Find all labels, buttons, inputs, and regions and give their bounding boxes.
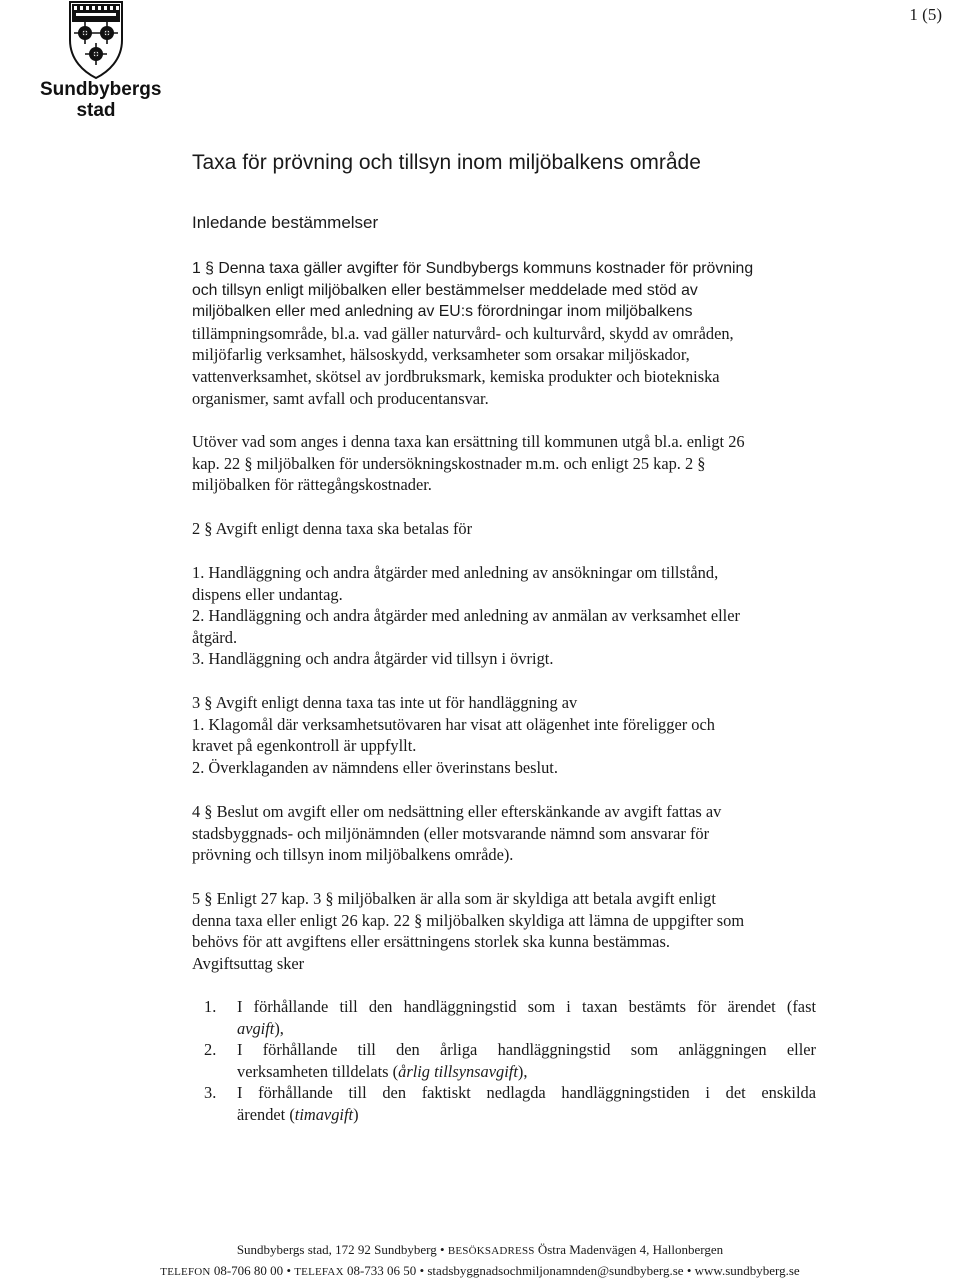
list-item-prefix: ärendet ( [237,1104,295,1124]
paragraph-2-line: 3. Handläggning och andra åtgärder vid tillsyn i övrigt. [192,649,554,669]
footer-bullet: • [419,1263,425,1278]
footer-phone-label: TELEFON [160,1266,211,1278]
paragraph-3-line: 3 § Avgift enligt denna taxa tas inte ut för handläggning av [192,693,578,712]
footer-line-2 [0,1261,960,1282]
list-item [192,1039,832,1083]
paragraph-5-line: Avgiftsuttag sker [192,953,305,973]
paragraph-2-list [192,562,832,670]
footer-visit-label: BESÖKSADRESS [447,1245,535,1257]
footer-website-link[interactable]: www.sundbyberg.se [694,1263,800,1278]
logo-name-line2: stad [76,100,116,121]
paragraph-1-line: 1 § Denna taxa gäller avgifter för Sundbybergs kommuns kostnader för prövning [192,260,754,277]
paragraph-2-heading: 2 § Avgift enligt denna taxa ska betalas för [192,519,473,538]
document-title: Taxa för prövning och tillsyn inom miljöbalkens område [192,151,701,174]
paragraph-2-line: 1. Handläggning och andra åtgärder med anledning av ansökningar om tillstånd, [192,563,719,582]
footer-line-1 [0,1240,960,1261]
list-item-line1: I förhållande till den årliga handläggningstid som anläggningen eller [237,1040,816,1059]
section-heading: Inledande bestämmelser [192,213,379,232]
paragraph-5-line: denna taxa eller enligt 26 kap. 22 § miljöbalken skyldiga att lämna de uppgifter som [192,910,745,930]
paragraph-4-line: prövning och tillsyn inom miljöbalkens område). [192,845,514,865]
list-item-number: 3. [204,1083,217,1102]
list-item-number: 1. [204,997,217,1016]
list-item-suffix: ), [274,1018,284,1038]
paragraph-3-line: kravet på egenkontroll är uppfyllt. [192,736,417,756]
paragraph-5-line: behövs för att avgiftens eller ersättningens storlek ska kunna bestämmas. [192,932,670,952]
footer-bullet: • [286,1263,291,1278]
logo-name-line1: Sundbybergs [40,79,162,100]
footer-email-link[interactable]: stadsbyggnadsochmiljonamnden@sundbyberg.se [427,1263,684,1278]
list-item-number: 2. [204,1040,217,1059]
list-item-suffix: ) [353,1104,359,1124]
paragraph-1-line: och tillsyn enligt miljöbalken eller bestämmelser meddelade med stöd av [192,281,698,299]
list-item-italic: årlig tillsynsavgift [398,1061,518,1081]
list-item-suffix: ), [517,1061,528,1081]
paragraph-3-line: 2. Överklaganden av nämndens eller överinstans beslut. [192,757,558,777]
coat-of-arms-icon [40,0,152,80]
paragraph-1b-line: kap. 22 § miljöbalken för undersökningskostnader m.m. och enligt 25 kap. 2 § [192,453,706,473]
footer-address: Sundbybergs stad, 172 92 Sundbyberg [236,1242,437,1257]
footer-bullet: • [686,1263,692,1278]
paragraph-1b-line: Utöver vad som anges i denna taxa kan ersättning till kommunen utgå bl.a. enligt 26 [192,432,745,451]
paragraph-3-line: 1. Klagomål där verksamhetsutövaren har visat att olägenhet inte föreligger och [192,714,715,734]
paragraph-1-line: miljöbalken eller med anledning av EU:s förordningar inom miljöbalkens [192,303,693,321]
list-item [192,996,832,1040]
fee-type-list [192,996,832,1128]
paragraph-1b-line: miljöbalken för rättegångskostnader. [192,475,432,495]
paragraph-1-line: tillämpningsområde, bl.a. vad gäller naturvård- och kulturvård, skydd av områden, [192,323,734,343]
paragraph-1-line: vattenverksamhet, skötsel av jordbruksmark, kemiska produkter och biotekniska [192,366,720,386]
footer-visit-address: Östra Madenvägen 4, Hallonbergen [537,1242,724,1257]
list-item [192,1082,832,1126]
paragraph-5-line: 5 § Enligt 27 kap. 3 § miljöbalken är alla som är skyldiga att betala avgift enligt [192,889,716,908]
paragraph-2-line: 2. Handläggning och andra åtgärder med anledning av anmälan av verksamhet eller [192,606,740,626]
paragraph-1 [192,258,832,409]
footer-fax: 08-733 06 50 [346,1263,417,1278]
paragraph-4 [192,801,832,866]
paragraph-1-line: organismer, samt avfall och producentansvar. [192,388,489,408]
paragraph-4-line: 4 § Beslut om avgift eller om nedsättning eller efterskänkande av avgift fattas av [192,802,722,821]
page-number: 1 (5) [909,5,942,24]
footer-bullet: • [440,1242,445,1257]
list-item-line1: I förhållande till den faktiskt nedlagda handläggningstiden i det enskilda [237,1083,816,1102]
footer [0,1240,960,1282]
paragraph-2-line: åtgärd. [192,627,238,647]
paragraph-1b [192,431,832,496]
footer-phone: 08-706 80 00 [213,1263,284,1278]
paragraph-3 [192,692,832,778]
list-item-italic: timavgift [294,1104,354,1124]
paragraph-1-line: miljöfarlig verksamhet, hälsoskydd, verksamheter som orsakar miljöskador, [192,345,690,365]
paragraph-5 [192,888,832,974]
sundbybergs-logo [40,0,162,124]
list-item-line1: I förhållande till den handläggningstid som i taxan bestämts för ärendet (fast [237,997,816,1016]
footer-fax-label: TELEFAX [294,1266,344,1278]
list-item-italic: avgift [237,1018,275,1038]
paragraph-2-line: dispens eller undantag. [192,584,343,604]
paragraph-4-line: stadsbyggnads- och miljönämnden (eller motsvarande nämnd som ansvarar för [192,823,710,843]
list-item-prefix: verksamheten tilldelats ( [237,1061,399,1081]
